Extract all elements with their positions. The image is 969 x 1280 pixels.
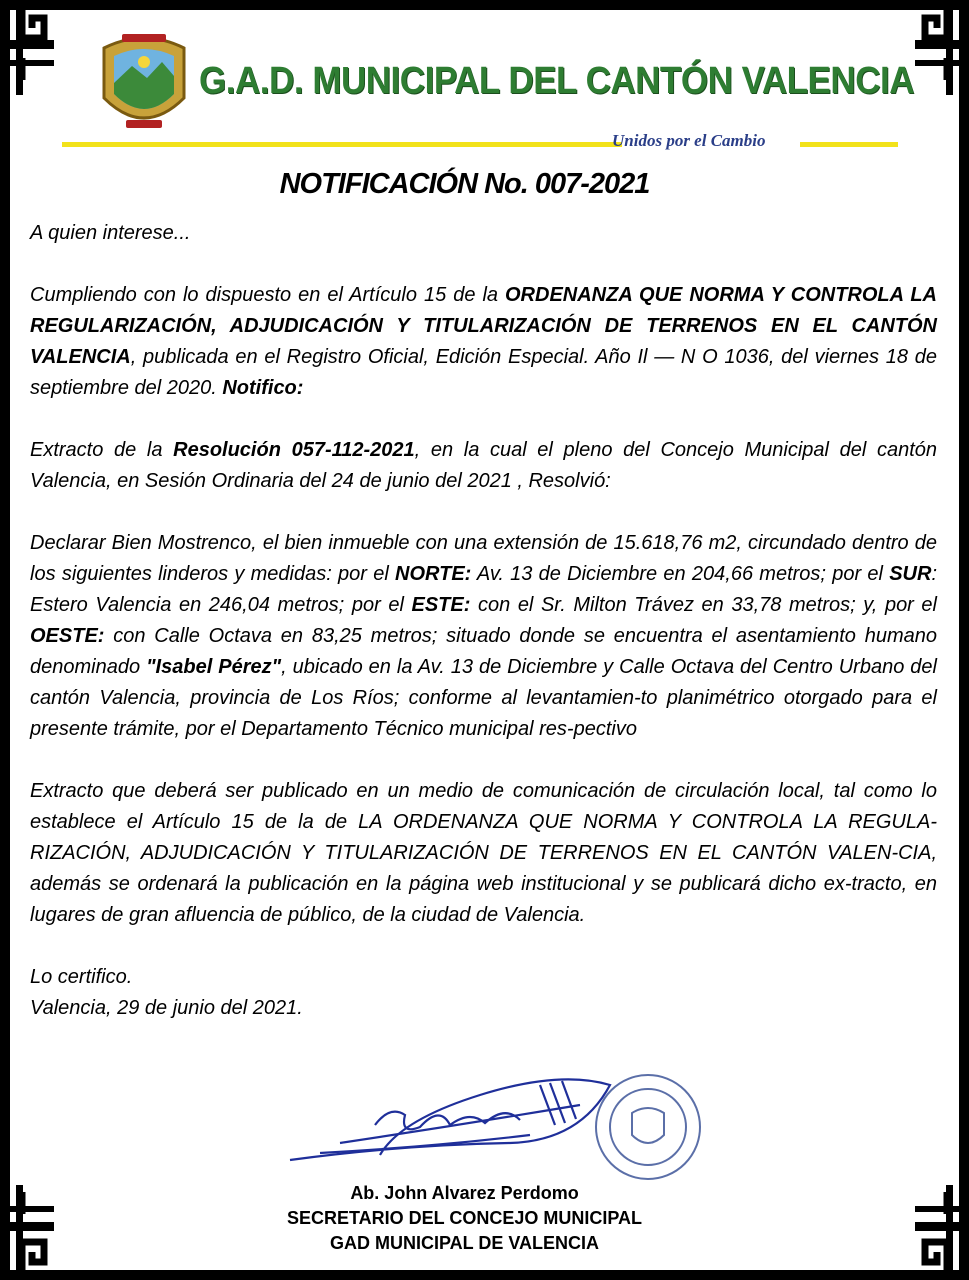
paragraph-declaration: Declarar Bien Mostrenco, el bien inmueble con una extensión de 15.618,76 m2, circundado dentro de los siguientes linderos y medidas: por el NORTE: Av. 13 de Diciembre en 204,66 metros; por el SUR: Estero Valencia en 246,04 metros; por el ESTE: con el Sr. Milton Trávez en 33,78 metros; y, por el OESTE: con Calle Octava en 83,25 metros; situado donde se encuentra el asentamiento humano denominado "Isabel Pérez", ubicado en la Av. 13 de Diciembre y Calle Octava del Centro Urbano del cantón Valencia, provincia de Los Ríos; conforme al levantamien-to planimétrico otorgado para el presente trámite, por el Departamento Técnico municipal res-pectivo	[30, 532, 938, 740]
signatory-block	[0, 1181, 929, 1256]
slogan: Unidos por el Cambio	[612, 131, 766, 150]
signatory-organization: GAD MUNICIPAL DE VALENCIA	[329, 1233, 599, 1253]
paragraph-publication: Extracto que deberá ser publicado en un medio de comunicación de circulación local, tal como lo establece el Artículo 15 de la de LA ORDENANZA QUE NORMA Y CONTROLA LA REGULA-RIZACIÓN, ADJUDICACIÓN Y TITULARIZACIÓN DE TERRENOS EN EL CANTÓN VALEN-CIA, además se ordenará la publicación en la página web institucional y se publicará dicho ex-tracto, en lugares de gran afluencia de público, de la ciudad de Valencia.	[30, 780, 937, 926]
closing: Lo certifico. Valencia, 29 de junio del 2021.	[30, 966, 303, 1019]
paragraph-ordinance: Cumpliendo con lo dispuesto en el Artículo 15 de la ORDENANZA QUE NORMA Y CONTROLA LA REGULARIZACIÓN, ADJUDICACIÓN Y TITULARIZACIÓN DE TERRENOS EN EL CANTÓN VALENCIA, publicada en el Registro Oficial, Edición Especial. Año Il — N O 1036, del viernes 18 de septiembre del 2020. Notifico:	[30, 284, 937, 399]
paragraph-resolution: Extracto de la Resolución 057-112-2021, en la cual el pleno del Concejo Municipal del cantón Valencia, en Sesión Ordinaria del 24 de junio del 2021 , Resolvió:	[30, 439, 937, 492]
signature-and-seal	[280, 1065, 730, 1185]
municipal-coat-of-arms-icon	[92, 28, 196, 138]
document-title: NOTIFICACIÓN No. 007-2021	[279, 168, 650, 200]
greeting: A quien interese...	[30, 222, 191, 244]
document-body	[30, 218, 937, 1055]
signatory-name: Ab. John Alvarez Perdomo	[350, 1183, 579, 1203]
official-seal-icon	[596, 1075, 700, 1179]
signatory-role: SECRETARIO DEL CONCEJO MUNICIPAL	[286, 1208, 643, 1228]
organization-name: G.A.D. MUNICIPAL DEL CANTÓN VALENCIA	[199, 60, 915, 102]
signature-icon	[290, 1079, 610, 1160]
